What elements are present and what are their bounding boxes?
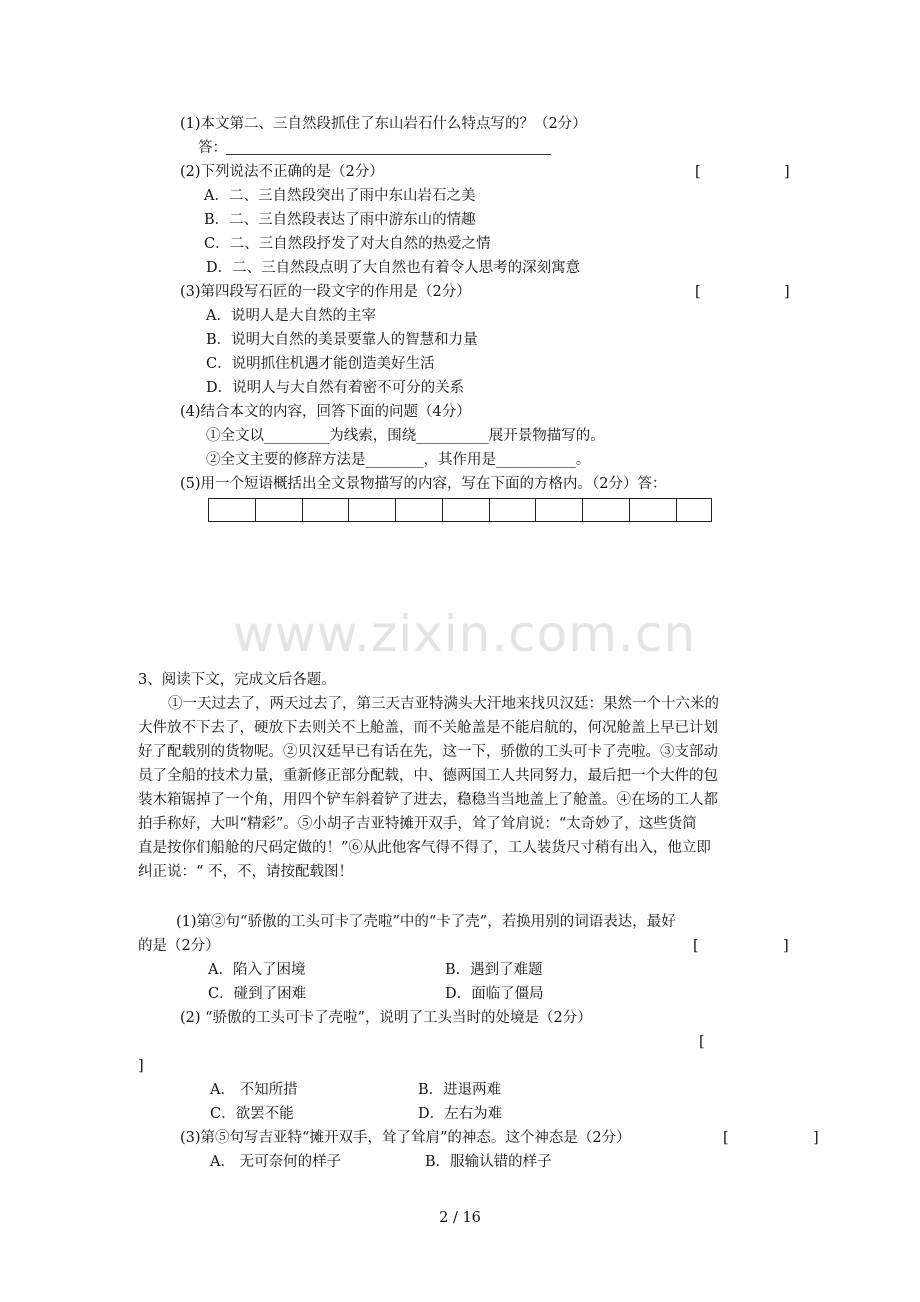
grid-cell[interactable] xyxy=(209,499,256,521)
answer-bracket-close: ] xyxy=(813,1130,819,1146)
q1-s1-answer-label: 答： xyxy=(198,140,227,156)
q1-s1: (1)本文第二、三自然段抓住了东山岩石什么特点写的？（2分） xyxy=(180,116,587,132)
option: B．服输认错的样子 xyxy=(425,1154,552,1170)
option: B．说明大自然的美景要靠人的智慧和力量 xyxy=(206,332,478,348)
q3-s1: (1)第②句“骄傲的工头可卡了壳啦”中的“卡了壳”，若换用别的词语表达，最好 xyxy=(176,914,676,930)
answer-bracket-close: ] xyxy=(138,1058,144,1074)
option: D．说明人与大自然有着密不可分的关系 xyxy=(206,380,465,396)
answer-bracket-close: ] xyxy=(784,164,790,180)
grid-cell[interactable] xyxy=(583,499,630,521)
option: B．二、三自然段表达了雨中游东山的情趣 xyxy=(204,212,476,228)
grid-cell[interactable] xyxy=(490,499,537,521)
answer-bracket-open: [ xyxy=(695,164,701,180)
option: A．说明人是大自然的主宰 xyxy=(206,308,376,324)
q3-heading: 3、阅读下文，完成文后各题。 xyxy=(138,672,336,688)
passage-line: 好了配载别的货物呢。②贝汉廷早已有话在先，这一下，骄傲的工头可卡了壳啦。③支部动 xyxy=(138,744,718,760)
answer-bracket-open: [ xyxy=(695,284,701,300)
q3-s1-cont: 的是（2分） xyxy=(138,938,220,954)
passage-line: ①一天过去了，两天过去了，第三天吉亚特满头大汗地来找贝汉廷：果然一个十六米的 xyxy=(168,696,719,712)
option: C．碰到了困难 xyxy=(208,986,307,1002)
passage-line: 装木箱锯掉了一个角，用四个铲车斜着铲了进去，稳稳当当地盖上了舱盖。④在场的工人都 xyxy=(138,792,718,808)
passage-line: 纠正说：“ 不，不，请按配载图！ xyxy=(138,864,354,880)
passage-line: 拍手称好，大叫“精彩”。⑤小胡子吉亚特摊开双手，耸了耸肩说：“太奇妙了，这些货简 xyxy=(138,816,697,832)
option: A． 无可奈何的样子 xyxy=(210,1154,342,1170)
page-number: 2 / 16 xyxy=(439,1210,481,1226)
grid-cell[interactable] xyxy=(396,499,443,521)
q3-s2: (2) “骄傲的工头可卡了壳啦”，说明了工头当时的处境是（2分） xyxy=(180,1010,592,1026)
answer-grid[interactable] xyxy=(208,498,712,522)
passage-line: 员了全船的技术力量，重新修正部分配载，中、德两国工人共同努力，最后把一个大件的包 xyxy=(138,768,718,784)
option: C．二、三自然段抒发了对大自然的热爱之情 xyxy=(204,236,491,252)
grid-cell[interactable] xyxy=(536,499,583,521)
option: B．遇到了难题 xyxy=(445,962,543,978)
option: A．陷入了困境 xyxy=(208,962,306,978)
option: A．二、三自然段突出了雨中东山岩石之美 xyxy=(204,188,476,204)
grid-cell[interactable] xyxy=(256,499,303,521)
q1-s4: (4)结合本文的内容，回答下面的问题（4分） xyxy=(180,404,471,420)
q3-s3: (3)第⑤句写吉亚特“摊开双手，耸了耸肩”的神态。这个神态是（2分） xyxy=(180,1130,631,1146)
grid-cell[interactable] xyxy=(630,499,677,521)
option: A． 不知所措 xyxy=(210,1082,298,1098)
fill-in-line: ②全文主要的修辞方法是________，其作用是___________。 xyxy=(206,452,591,468)
answer-bracket-close: ] xyxy=(783,938,789,954)
option: B．进退两难 xyxy=(418,1082,502,1098)
watermark: www.zixin.com.cn xyxy=(233,605,697,663)
option: D．面临了僵局 xyxy=(445,986,544,1002)
grid-cell[interactable] xyxy=(443,499,490,521)
option: C．说明抓住机遇才能创造美好生活 xyxy=(206,356,435,372)
answer-bracket-open: [ xyxy=(693,938,699,954)
option: C．欲罢不能 xyxy=(210,1106,294,1122)
passage-line: 直是按你们船舱的尺码定做的！”⑥从此他客气得不得了，工人装货尺寸稍有出入，他立即 xyxy=(138,840,711,856)
answer-bracket-open: [ xyxy=(723,1130,729,1146)
option: D．左右为难 xyxy=(418,1106,503,1122)
answer-line[interactable] xyxy=(226,154,551,155)
option: D．二、三自然段点明了大自然也有着令人思考的深刻寓意 xyxy=(206,260,581,276)
q1-s3: (3)第四段写石匠的一段文字的作用是（2分） xyxy=(180,284,471,300)
grid-cell[interactable] xyxy=(677,499,711,521)
q1-s2: (2)下列说法不正确的是（2分） xyxy=(180,164,384,180)
answer-bracket-close: ] xyxy=(784,284,790,300)
q1-s5: (5)用一个短语概括出全文景物描写的内容，写在下面的方格内。（2分）答： xyxy=(180,476,667,492)
answer-bracket-open: [ xyxy=(699,1034,705,1050)
fill-in-line: ①全文以_________为线索，围绕__________展开景物描写的。 xyxy=(206,428,605,444)
grid-cell[interactable] xyxy=(303,499,350,521)
passage-line: 大件放不下去了，硬放下去则关不上舱盖，而不关舱盖是不能启航的，何况舱盖上早已计划 xyxy=(138,720,718,736)
grid-cell[interactable] xyxy=(349,499,396,521)
